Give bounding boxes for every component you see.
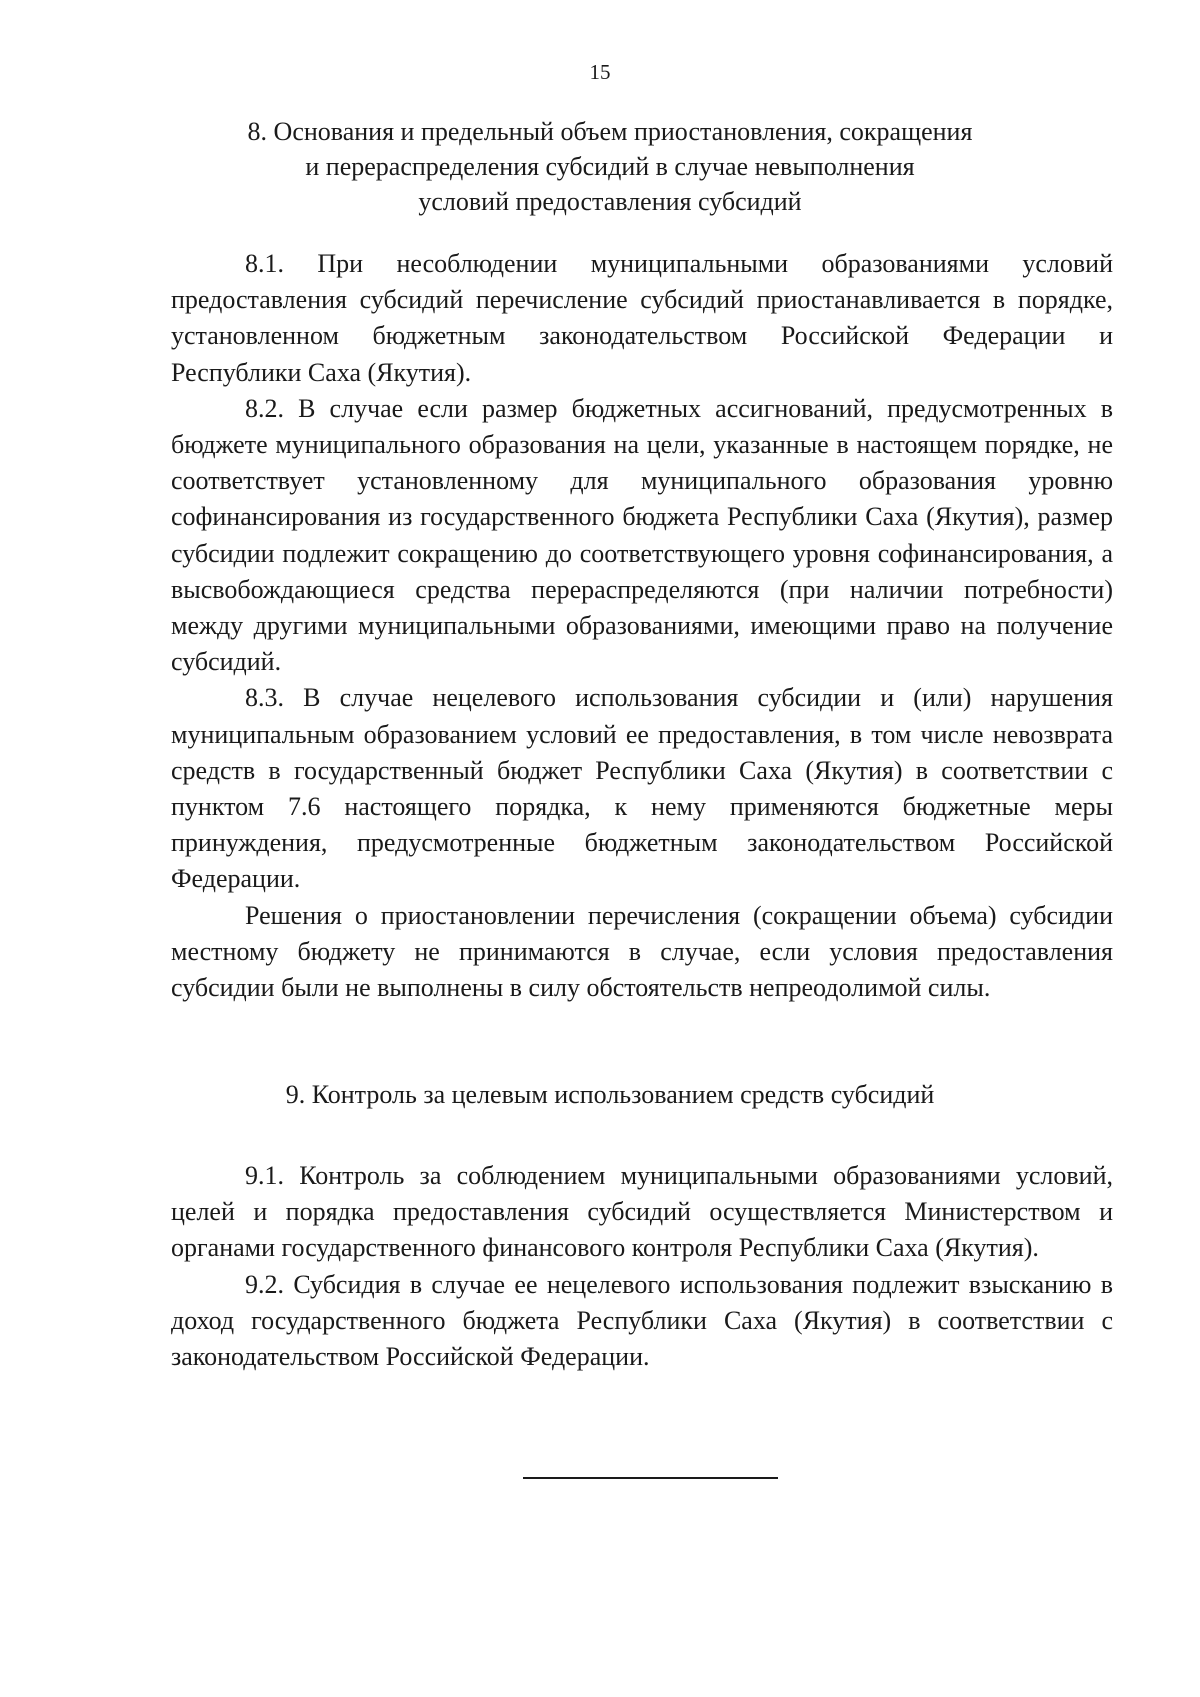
- section-9-heading-line-1: 9. Контроль за целевым использованием средств субсидий: [285, 1080, 935, 1109]
- paragraph-8-2: 8.2. В случае если размер бюджетных ассигнований, предусмотренных в бюджете муниципального образования на цели, указанные в настоящем порядке, не соответствует установленному для муниципального образования уровню софинансирования из государственного бюджета Республики Саха (Якутия), размер субсидии подлежит сокращению до соответствующего уровня софинансирования, а высвобождающиеся средства перераспределяются (при наличии потребности) между другими муниципальными образованиями, имеющими право на получение субсидий.: [171, 393, 1113, 677]
- paragraph-9-1: 9.1. Контроль за соблюдением муниципальными образованиями условий, целей и порядка предоставления субсидий осуществляется Министерством и органами государственного финансового контроля Республики Саха (Якутия).: [171, 1161, 1113, 1263]
- section-8-heading-line-1: 8. Основания и предельный объем приостановления, сокращения: [247, 117, 973, 146]
- paragraph-8-1: 8.1. При несоблюдении муниципальными образованиями условий предоставления субсидий перечисление субсидий приостанавливается в порядке, установленном бюджетным законодательством Российской Федерации и Республики Саха (Якутия).: [171, 249, 1113, 387]
- section-9-body: [171, 1158, 1113, 1375]
- section-8-heading: [170, 114, 1050, 219]
- end-of-document-rule: [523, 1477, 778, 1479]
- section-8-body: [171, 246, 1113, 1006]
- section-8-heading-line-2: и перераспределения субсидий в случае невыполнения: [305, 152, 915, 181]
- paragraph-9-2: 9.2. Субсидия в случае ее нецелевого использования подлежит взысканию в доход государственного бюджета Республики Саха (Якутия) в соответствии с законодательством Российской Федерации.: [171, 1269, 1113, 1372]
- page-number: 15: [589, 60, 611, 84]
- section-9-heading: [170, 1077, 1050, 1112]
- paragraph-8-decisions: Решения о приостановлении перечисления (сокращении объема) субсидии местному бюджету не принимаются в случае, если условия предоставления субсидии были не выполнены в силу обстоятельств непреодолимой силы.: [171, 900, 1113, 1003]
- paragraph-8-3: 8.3. В случае нецелевого использования субсидии и (или) нарушения муниципальным образованием условий ее предоставления, в том числе невозврата средств в государственный бюджет Республики Саха (Якутия) в соответствии с пунктом 7.6 настоящего порядка, к нему применяются бюджетные меры принуждения, предусмотренные бюджетным законодательством Российской Федерации.: [171, 683, 1113, 894]
- section-8-heading-line-3: условий предоставления субсидий: [418, 187, 802, 216]
